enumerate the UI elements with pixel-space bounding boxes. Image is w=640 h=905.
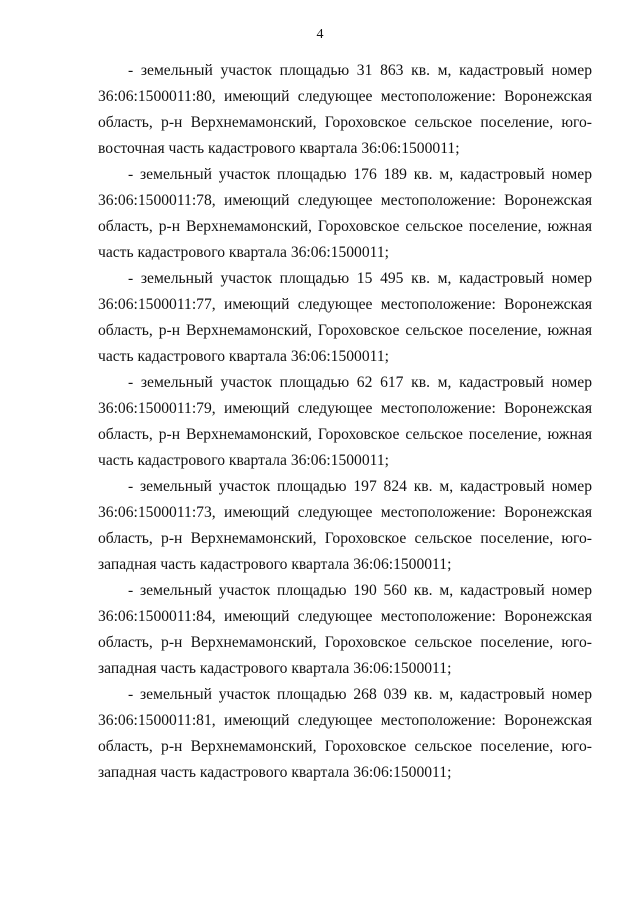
entry-line: 36:06:1500011:80, имеющий следующее местоположение: Воронежская (98, 88, 592, 105)
entry-line: восточная часть кадастрового квартала 36:06:1500011; (98, 140, 460, 157)
entry-line: область, р-н Верхнемамонский, Гороховское сельское поселение, южная (98, 218, 592, 235)
entry-line: область, р-н Верхнемамонский, Гороховское сельское поселение, южная (98, 322, 592, 339)
page-number: 4 (316, 27, 324, 42)
land-plot-entry (98, 682, 592, 786)
land-plot-entry (98, 266, 592, 370)
entry-line: 36:06:1500011:73, имеющий следующее местоположение: Воронежская (98, 504, 592, 521)
entry-line: - земельный участок площадью 190 560 кв. м, кадастровый номер (128, 582, 592, 599)
entry-line: область, р-н Верхнемамонский, Гороховское сельское поселение, юго- (98, 114, 592, 131)
entry-line: 36:06:1500011:81, имеющий следующее местоположение: Воронежская (98, 712, 592, 729)
land-plot-entry (98, 162, 592, 266)
document-body (98, 58, 592, 786)
entry-line: западная часть кадастрового квартала 36:06:1500011; (98, 764, 452, 781)
entry-line: область, р-н Верхнемамонский, Гороховское сельское поселение, южная (98, 426, 592, 443)
entry-line: часть кадастрового квартала 36:06:1500011; (98, 348, 389, 365)
entry-line: - земельный участок площадью 31 863 кв. м, кадастровый номер (128, 62, 592, 79)
land-plot-entry (98, 474, 592, 578)
entry-line: область, р-н Верхнемамонский, Гороховское сельское поселение, юго- (98, 738, 592, 755)
entry-line: 36:06:1500011:77, имеющий следующее местоположение: Воронежская (98, 296, 592, 313)
entry-line: область, р-н Верхнемамонский, Гороховское сельское поселение, юго- (98, 634, 592, 651)
entry-line: 36:06:1500011:78, имеющий следующее местоположение: Воронежская (98, 192, 592, 209)
land-plot-entry (98, 578, 592, 682)
entry-line: - земельный участок площадью 62 617 кв. м, кадастровый номер (128, 374, 592, 391)
entry-line: - земельный участок площадью 15 495 кв. м, кадастровый номер (128, 270, 592, 287)
entry-line: часть кадастрового квартала 36:06:1500011; (98, 244, 389, 261)
entry-line: западная часть кадастрового квартала 36:06:1500011; (98, 660, 452, 677)
land-plot-entry (98, 370, 592, 474)
entry-line: - земельный участок площадью 268 039 кв. м, кадастровый номер (128, 686, 592, 703)
land-plot-entry (98, 58, 592, 162)
entry-line: западная часть кадастрового квартала 36:06:1500011; (98, 556, 452, 573)
entry-line: часть кадастрового квартала 36:06:1500011; (98, 452, 389, 469)
entry-line: область, р-н Верхнемамонский, Гороховское сельское поселение, юго- (98, 530, 592, 547)
entry-line: - земельный участок площадью 176 189 кв. м, кадастровый номер (128, 166, 592, 183)
entry-line: - земельный участок площадью 197 824 кв. м, кадастровый номер (128, 478, 592, 495)
entry-line: 36:06:1500011:79, имеющий следующее местоположение: Воронежская (98, 400, 592, 417)
entry-line: 36:06:1500011:84, имеющий следующее местоположение: Воронежская (98, 608, 592, 625)
